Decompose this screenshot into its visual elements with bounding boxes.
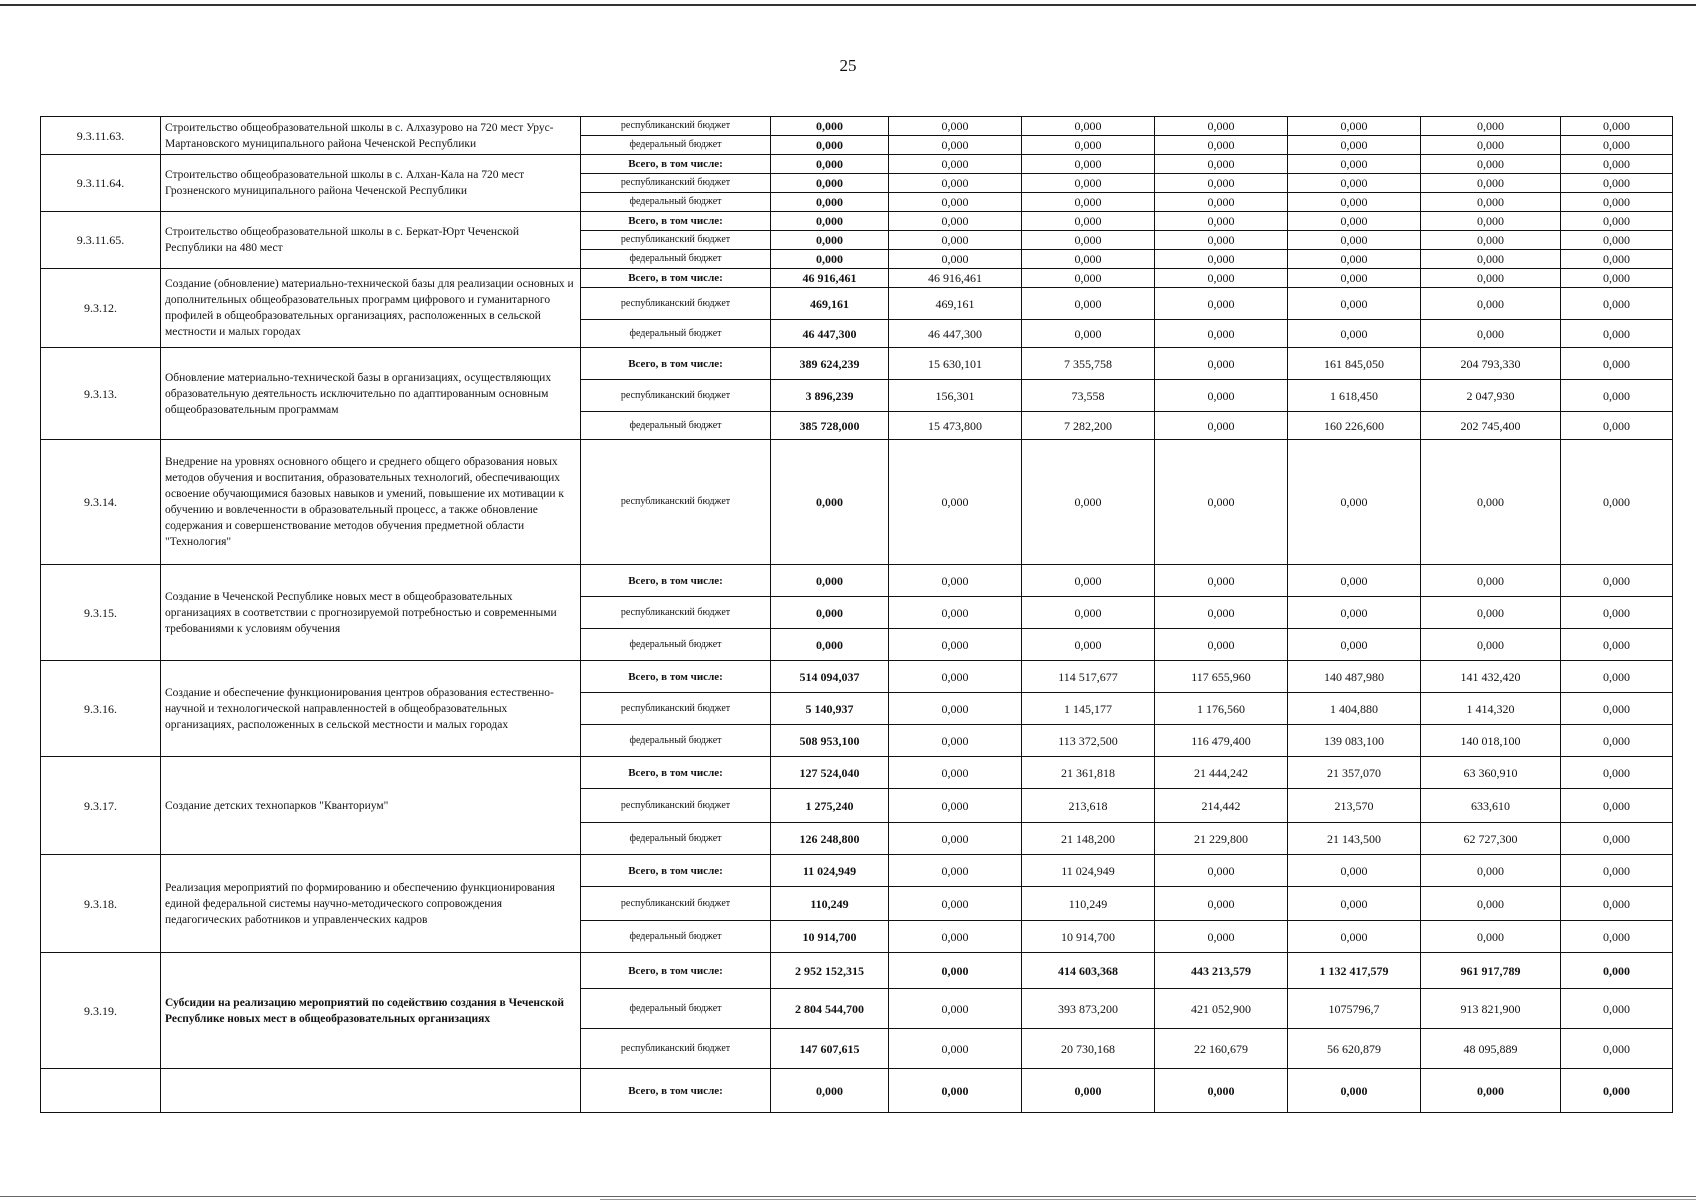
amount-cell: 0,000: [1155, 629, 1288, 661]
amount-cell: 2 047,930: [1421, 380, 1561, 412]
table-row: [41, 117, 1673, 136]
item-code: 9.3.15.: [41, 565, 161, 661]
amount-cell: 0,000: [1561, 412, 1673, 440]
item-code: 9.3.12.: [41, 269, 161, 348]
amount-cell: 0,000: [1155, 155, 1288, 174]
amount-cell: 0,000: [889, 565, 1022, 597]
funding-source: Всего, в том числе:: [581, 1069, 771, 1113]
amount-cell: 22 160,679: [1155, 1029, 1288, 1069]
item-code: 9.3.16.: [41, 661, 161, 757]
amount-cell: 0,000: [889, 117, 1022, 136]
amount-cell: 0,000: [1561, 789, 1673, 823]
amount-cell: 0,000: [771, 136, 889, 155]
amount-cell: 116 479,400: [1155, 725, 1288, 757]
amount-cell: 0,000: [1155, 212, 1288, 231]
amount-cell: 0,000: [889, 1069, 1022, 1113]
amount-cell: 127 524,040: [771, 757, 889, 789]
amount-cell: 0,000: [1561, 1069, 1673, 1113]
funding-source: республиканский бюджет: [581, 789, 771, 823]
amount-cell: 3 896,239: [771, 380, 889, 412]
table-row: [41, 1069, 1673, 1113]
amount-cell: 0,000: [1022, 565, 1155, 597]
table-row: [41, 440, 1673, 565]
amount-cell: 0,000: [1022, 320, 1155, 348]
funding-source: федеральный бюджет: [581, 823, 771, 855]
amount-cell: 0,000: [1022, 440, 1155, 565]
amount-cell: 10 914,700: [1022, 921, 1155, 953]
funding-source: Всего, в том числе:: [581, 953, 771, 989]
amount-cell: 0,000: [1421, 440, 1561, 565]
amount-cell: 0,000: [1022, 597, 1155, 629]
amount-cell: 393 873,200: [1022, 989, 1155, 1029]
amount-cell: 1 275,240: [771, 789, 889, 823]
amount-cell: 0,000: [889, 693, 1022, 725]
amount-cell: 114 517,677: [1022, 661, 1155, 693]
amount-cell: 1075796,7: [1288, 989, 1421, 1029]
amount-cell: 56 620,879: [1288, 1029, 1421, 1069]
amount-cell: 1 618,450: [1288, 380, 1421, 412]
amount-cell: 0,000: [771, 597, 889, 629]
amount-cell: 0,000: [889, 629, 1022, 661]
amount-cell: 147 607,615: [771, 1029, 889, 1069]
amount-cell: 389 624,239: [771, 348, 889, 380]
item-code: 9.3.13.: [41, 348, 161, 440]
amount-cell: 0,000: [771, 250, 889, 269]
amount-cell: 0,000: [1561, 921, 1673, 953]
amount-cell: 0,000: [1288, 212, 1421, 231]
item-code: 9.3.14.: [41, 440, 161, 565]
funding-source: Всего, в том числе:: [581, 155, 771, 174]
amount-cell: 0,000: [1421, 193, 1561, 212]
amount-cell: 0,000: [1421, 629, 1561, 661]
table-row: [41, 565, 1673, 597]
amount-cell: 0,000: [1288, 629, 1421, 661]
amount-cell: 0,000: [1288, 855, 1421, 887]
amount-cell: 62 727,300: [1421, 823, 1561, 855]
amount-cell: 0,000: [1022, 269, 1155, 288]
amount-cell: 0,000: [1561, 597, 1673, 629]
amount-cell: 46 447,300: [771, 320, 889, 348]
amount-cell: 0,000: [1288, 250, 1421, 269]
amount-cell: 0,000: [1421, 887, 1561, 921]
amount-cell: 213,618: [1022, 789, 1155, 823]
amount-cell: 2 804 544,700: [771, 989, 889, 1029]
amount-cell: 0,000: [1288, 320, 1421, 348]
funding-source: федеральный бюджет: [581, 989, 771, 1029]
amount-cell: 0,000: [889, 212, 1022, 231]
amount-cell: 0,000: [771, 155, 889, 174]
funding-source: Всего, в том числе:: [581, 661, 771, 693]
amount-cell: 0,000: [889, 250, 1022, 269]
amount-cell: 414 603,368: [1022, 953, 1155, 989]
amount-cell: 0,000: [889, 887, 1022, 921]
amount-cell: 0,000: [1288, 1069, 1421, 1113]
amount-cell: 20 730,168: [1022, 1029, 1155, 1069]
amount-cell: 0,000: [771, 174, 889, 193]
amount-cell: 21 229,800: [1155, 823, 1288, 855]
amount-cell: 0,000: [1561, 823, 1673, 855]
amount-cell: 160 226,600: [1288, 412, 1421, 440]
funding-source: Всего, в том числе:: [581, 212, 771, 231]
amount-cell: 0,000: [1421, 1069, 1561, 1113]
amount-cell: 0,000: [889, 193, 1022, 212]
amount-cell: 10 914,700: [771, 921, 889, 953]
amount-cell: 0,000: [1561, 193, 1673, 212]
amount-cell: 0,000: [1155, 887, 1288, 921]
funding-source: республиканский бюджет: [581, 1029, 771, 1069]
amount-cell: 0,000: [1561, 174, 1673, 193]
amount-cell: 0,000: [889, 725, 1022, 757]
amount-cell: 0,000: [771, 212, 889, 231]
funding-source: республиканский бюджет: [581, 288, 771, 320]
amount-cell: 0,000: [1022, 117, 1155, 136]
amount-cell: 0,000: [1022, 136, 1155, 155]
amount-cell: 0,000: [1561, 348, 1673, 380]
funding-source: республиканский бюджет: [581, 117, 771, 136]
amount-cell: 7 282,200: [1022, 412, 1155, 440]
amount-cell: 0,000: [1288, 174, 1421, 193]
amount-cell: 0,000: [1421, 117, 1561, 136]
amount-cell: 0,000: [771, 231, 889, 250]
amount-cell: 21 357,070: [1288, 757, 1421, 789]
item-name: Строительство общеобразовательной школы в с. Беркат-Юрт Чеченской Республики на 480 мест: [161, 212, 581, 269]
amount-cell: 385 728,000: [771, 412, 889, 440]
amount-cell: 0,000: [1421, 597, 1561, 629]
amount-cell: 0,000: [1421, 320, 1561, 348]
funding-source: федеральный бюджет: [581, 250, 771, 269]
amount-cell: 0,000: [1561, 212, 1673, 231]
amount-cell: 46 447,300: [889, 320, 1022, 348]
funding-source: Всего, в том числе:: [581, 855, 771, 887]
amount-cell: 21 361,818: [1022, 757, 1155, 789]
amount-cell: 0,000: [1561, 380, 1673, 412]
amount-cell: 0,000: [771, 440, 889, 565]
item-name: Обновление материально-технической базы в организациях, осуществляющих образовательную деятельность исключительно по адаптированным основным общеобразовательным программам: [161, 348, 581, 440]
amount-cell: 469,161: [889, 288, 1022, 320]
amount-cell: 0,000: [1421, 250, 1561, 269]
amount-cell: 63 360,910: [1421, 757, 1561, 789]
amount-cell: 0,000: [1288, 136, 1421, 155]
amount-cell: 0,000: [1421, 269, 1561, 288]
amount-cell: 0,000: [1288, 887, 1421, 921]
amount-cell: 21 148,200: [1022, 823, 1155, 855]
amount-cell: 0,000: [1022, 193, 1155, 212]
amount-cell: 0,000: [1561, 953, 1673, 989]
funding-source: республиканский бюджет: [581, 174, 771, 193]
amount-cell: 0,000: [1288, 231, 1421, 250]
item-code: 9.3.11.64.: [41, 155, 161, 212]
item-name: Реализация мероприятий по формированию и обеспечению функционирования единой федеральной системы научно-методического сопровождения педагогических работников и управленческих кадров: [161, 855, 581, 953]
amount-cell: 0,000: [1561, 155, 1673, 174]
amount-cell: 0,000: [1155, 440, 1288, 565]
amount-cell: 0,000: [1155, 1069, 1288, 1113]
amount-cell: 214,442: [1155, 789, 1288, 823]
amount-cell: 0,000: [1022, 1069, 1155, 1113]
amount-cell: 48 095,889: [1421, 1029, 1561, 1069]
item-code: 9.3.19.: [41, 953, 161, 1069]
amount-cell: 0,000: [1155, 136, 1288, 155]
table-row: [41, 155, 1673, 174]
funding-source: Всего, в том числе:: [581, 565, 771, 597]
amount-cell: 0,000: [1155, 231, 1288, 250]
amount-cell: 0,000: [889, 757, 1022, 789]
amount-cell: 0,000: [1022, 629, 1155, 661]
amount-cell: 0,000: [889, 855, 1022, 887]
amount-cell: 0,000: [1561, 117, 1673, 136]
funding-source: федеральный бюджет: [581, 320, 771, 348]
amount-cell: 0,000: [1288, 117, 1421, 136]
amount-cell: 0,000: [1155, 380, 1288, 412]
amount-cell: 11 024,949: [771, 855, 889, 887]
table-row: [41, 953, 1673, 989]
amount-cell: 0,000: [889, 440, 1022, 565]
amount-cell: 508 953,100: [771, 725, 889, 757]
bottom-rule: [0, 1196, 1696, 1197]
amount-cell: 0,000: [889, 823, 1022, 855]
amount-cell: 202 745,400: [1421, 412, 1561, 440]
amount-cell: 0,000: [889, 921, 1022, 953]
funding-source: республиканский бюджет: [581, 597, 771, 629]
amount-cell: 0,000: [1561, 989, 1673, 1029]
amount-cell: 0,000: [1561, 250, 1673, 269]
amount-cell: 1 176,560: [1155, 693, 1288, 725]
amount-cell: 110,249: [771, 887, 889, 921]
amount-cell: 0,000: [889, 1029, 1022, 1069]
amount-cell: 0,000: [1155, 193, 1288, 212]
funding-source: Всего, в том числе:: [581, 348, 771, 380]
amount-cell: 0,000: [1561, 269, 1673, 288]
item-name: Создание (обновление) материально-технической базы для реализации основных и дополнительных общеобразовательных программ цифрового и гуманитарного профилей в общеобразовательных организациях, расположенных в сельской местности и малых городах: [161, 269, 581, 348]
funding-source: республиканский бюджет: [581, 693, 771, 725]
amount-cell: 141 432,420: [1421, 661, 1561, 693]
amount-cell: 0,000: [1288, 565, 1421, 597]
item-code: [41, 1069, 161, 1113]
amount-cell: 0,000: [889, 661, 1022, 693]
table-row: [41, 661, 1673, 693]
amount-cell: 1 414,320: [1421, 693, 1561, 725]
item-name: Строительство общеобразовательной школы в с. Алхан-Кала на 720 мест Грозненского муниципального района Чеченской Республики: [161, 155, 581, 212]
amount-cell: 0,000: [1561, 725, 1673, 757]
amount-cell: 0,000: [1022, 155, 1155, 174]
amount-cell: 0,000: [1561, 440, 1673, 565]
amount-cell: 7 355,758: [1022, 348, 1155, 380]
amount-cell: 0,000: [1288, 288, 1421, 320]
amount-cell: 11 024,949: [1022, 855, 1155, 887]
amount-cell: 0,000: [771, 193, 889, 212]
amount-cell: 0,000: [1561, 136, 1673, 155]
amount-cell: 213,570: [1288, 789, 1421, 823]
amount-cell: 421 052,900: [1155, 989, 1288, 1029]
amount-cell: 0,000: [1022, 231, 1155, 250]
amount-cell: 0,000: [1421, 288, 1561, 320]
funding-source: федеральный бюджет: [581, 725, 771, 757]
amount-cell: 0,000: [1421, 231, 1561, 250]
amount-cell: 140 487,980: [1288, 661, 1421, 693]
amount-cell: 0,000: [771, 565, 889, 597]
amount-cell: 0,000: [1288, 269, 1421, 288]
amount-cell: 2 952 152,315: [771, 953, 889, 989]
budget-table: [40, 116, 1673, 1113]
amount-cell: 0,000: [1155, 348, 1288, 380]
table-row: [41, 757, 1673, 789]
amount-cell: 126 248,800: [771, 823, 889, 855]
amount-cell: 15 630,101: [889, 348, 1022, 380]
amount-cell: 0,000: [1288, 155, 1421, 174]
item-name: Создание в Чеченской Республике новых мест в общеобразовательных организациях в соответствии с прогнозируемой потребностью и современными требованиями к условиям обучения: [161, 565, 581, 661]
amount-cell: 204 793,330: [1421, 348, 1561, 380]
amount-cell: 0,000: [889, 597, 1022, 629]
amount-cell: 0,000: [889, 174, 1022, 193]
amount-cell: 117 655,960: [1155, 661, 1288, 693]
amount-cell: 0,000: [1022, 212, 1155, 231]
amount-cell: 0,000: [1022, 288, 1155, 320]
table-row: [41, 855, 1673, 887]
amount-cell: 1 404,880: [1288, 693, 1421, 725]
amount-cell: 0,000: [1022, 174, 1155, 193]
amount-cell: 0,000: [1561, 629, 1673, 661]
amount-cell: 0,000: [1155, 597, 1288, 629]
amount-cell: 0,000: [1561, 757, 1673, 789]
amount-cell: 0,000: [1155, 855, 1288, 887]
amount-cell: 0,000: [1421, 212, 1561, 231]
amount-cell: 0,000: [1561, 1029, 1673, 1069]
funding-source: федеральный бюджет: [581, 193, 771, 212]
amount-cell: 0,000: [1421, 155, 1561, 174]
item-name: Создание и обеспечение функционирования центров образования естественно-научной и технологической направленностей в общеобразовательных организациях, расположенных в сельской местности и малых городах: [161, 661, 581, 757]
amount-cell: 140 018,100: [1421, 725, 1561, 757]
amount-cell: 5 140,937: [771, 693, 889, 725]
amount-cell: 1 145,177: [1022, 693, 1155, 725]
top-rule: [0, 4, 1696, 6]
amount-cell: 514 094,037: [771, 661, 889, 693]
funding-source: федеральный бюджет: [581, 412, 771, 440]
item-name: [161, 1069, 581, 1113]
amount-cell: 0,000: [1288, 921, 1421, 953]
amount-cell: 0,000: [1155, 174, 1288, 193]
amount-cell: 0,000: [1561, 693, 1673, 725]
item-code: 9.3.18.: [41, 855, 161, 953]
funding-source: Всего, в том числе:: [581, 269, 771, 288]
amount-cell: 1 132 417,579: [1288, 953, 1421, 989]
amount-cell: 633,610: [1421, 789, 1561, 823]
amount-cell: 913 821,900: [1421, 989, 1561, 1029]
amount-cell: 0,000: [1421, 855, 1561, 887]
funding-source: республиканский бюджет: [581, 887, 771, 921]
item-name: Строительство общеобразовательной школы в с. Алхазурово на 720 мест Урус-Мартановского муниципального района Чеченской Республики: [161, 117, 581, 155]
item-name: Внедрение на уровнях основного общего и среднего общего образования новых методов обучения и воспитания, образовательных технологий, обеспечивающих освоение обучающимися базовых навыков и умений, повышение их мотивации к обучению и вовлеченности в образовательный процесс, а также обновление содержания и совершенствование методов обучения предметной области "Технология": [161, 440, 581, 565]
item-code: 9.3.11.63.: [41, 117, 161, 155]
item-code: 9.3.11.65.: [41, 212, 161, 269]
amount-cell: 0,000: [1561, 231, 1673, 250]
item-name: Субсидии на реализацию мероприятий по содействию создания в Чеченской Республике новых мест в общеобразовательных организациях: [161, 953, 581, 1069]
amount-cell: 0,000: [1421, 174, 1561, 193]
amount-cell: 0,000: [1288, 193, 1421, 212]
amount-cell: 73,558: [1022, 380, 1155, 412]
amount-cell: 0,000: [889, 953, 1022, 989]
amount-cell: 0,000: [1155, 320, 1288, 348]
funding-source: федеральный бюджет: [581, 136, 771, 155]
amount-cell: 0,000: [1155, 288, 1288, 320]
funding-source: республиканский бюджет: [581, 380, 771, 412]
amount-cell: 0,000: [771, 117, 889, 136]
amount-cell: 0,000: [1561, 320, 1673, 348]
amount-cell: 0,000: [1561, 887, 1673, 921]
amount-cell: 0,000: [1155, 250, 1288, 269]
amount-cell: 0,000: [1561, 565, 1673, 597]
amount-cell: 0,000: [1561, 661, 1673, 693]
amount-cell: 0,000: [889, 136, 1022, 155]
amount-cell: 0,000: [1288, 440, 1421, 565]
funding-source: федеральный бюджет: [581, 921, 771, 953]
amount-cell: 0,000: [1155, 117, 1288, 136]
amount-cell: 0,000: [771, 1069, 889, 1113]
amount-cell: 0,000: [889, 789, 1022, 823]
amount-cell: 161 845,050: [1288, 348, 1421, 380]
amount-cell: 21 444,242: [1155, 757, 1288, 789]
amount-cell: 0,000: [889, 989, 1022, 1029]
funding-source: Всего, в том числе:: [581, 757, 771, 789]
table-row: [41, 212, 1673, 231]
amount-cell: 110,249: [1022, 887, 1155, 921]
amount-cell: 0,000: [771, 629, 889, 661]
amount-cell: 139 083,100: [1288, 725, 1421, 757]
item-code: 9.3.17.: [41, 757, 161, 855]
funding-source: республиканский бюджет: [581, 231, 771, 250]
page-number: 25: [839, 56, 857, 75]
amount-cell: 0,000: [1022, 250, 1155, 269]
amount-cell: 443 213,579: [1155, 953, 1288, 989]
amount-cell: 0,000: [1561, 288, 1673, 320]
amount-cell: 0,000: [889, 231, 1022, 250]
table-row: [41, 348, 1673, 380]
amount-cell: 0,000: [1421, 921, 1561, 953]
amount-cell: 46 916,461: [889, 269, 1022, 288]
amount-cell: 0,000: [889, 155, 1022, 174]
amount-cell: 961 917,789: [1421, 953, 1561, 989]
funding-source: республиканский бюджет: [581, 440, 771, 565]
amount-cell: 0,000: [1155, 412, 1288, 440]
amount-cell: 0,000: [1421, 136, 1561, 155]
amount-cell: 0,000: [1155, 921, 1288, 953]
amount-cell: 113 372,500: [1022, 725, 1155, 757]
amount-cell: 0,000: [1155, 565, 1288, 597]
amount-cell: 15 473,800: [889, 412, 1022, 440]
amount-cell: 0,000: [1155, 269, 1288, 288]
item-name: Создание детских технопарков "Кванториум": [161, 757, 581, 855]
amount-cell: 0,000: [1561, 855, 1673, 887]
amount-cell: 156,301: [889, 380, 1022, 412]
amount-cell: 0,000: [1421, 565, 1561, 597]
amount-cell: 46 916,461: [771, 269, 889, 288]
table-row: [41, 269, 1673, 288]
amount-cell: 469,161: [771, 288, 889, 320]
funding-source: федеральный бюджет: [581, 629, 771, 661]
amount-cell: 21 143,500: [1288, 823, 1421, 855]
amount-cell: 0,000: [1288, 597, 1421, 629]
